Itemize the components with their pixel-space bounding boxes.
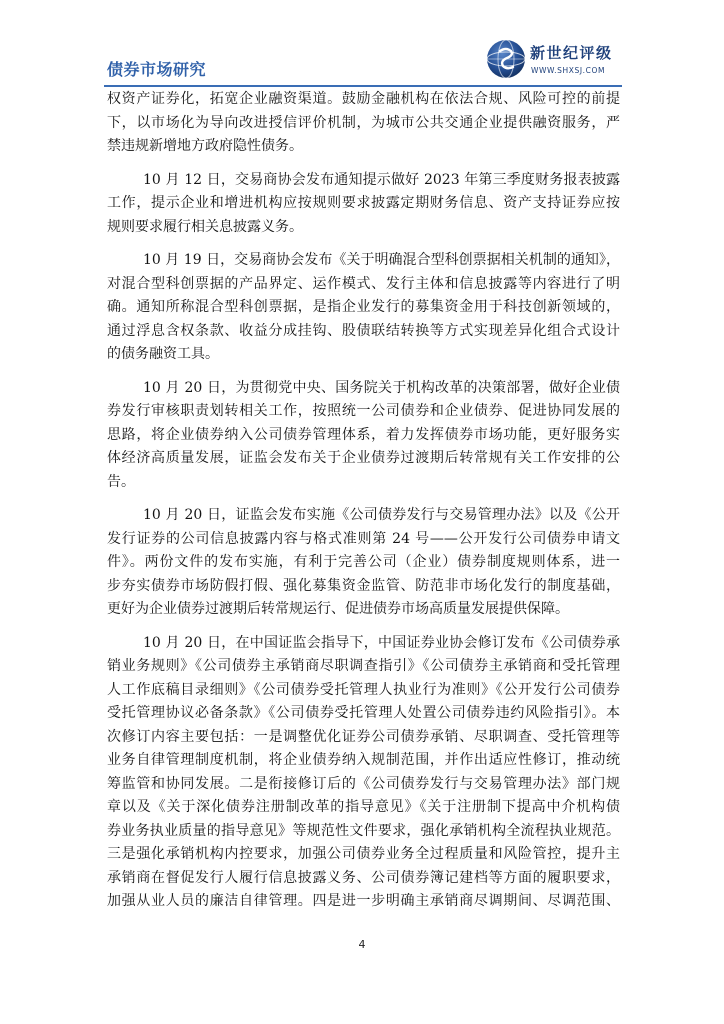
text-line: 件》。两份文件的发布实施，有利于完善公司（企业）债券制度规则体系，进一 [107, 554, 620, 570]
text-line: 筹监管和协同发展。二是衔接修订后的《公司债券发行与交易管理办法》部门规 [107, 775, 620, 792]
text-line: 加强从业人员的廉洁自律管理。四是进一步明确主承销商尽调期间、尽调范围、 [107, 893, 620, 909]
text-line: 10 月 12 日，交易商协会发布通知提示做好 2023 年第三季度财务报表披露 [143, 171, 620, 188]
text-line: 工作，提示企业和增进机构应按规则要求披露定期财务信息、资产支持证券应按 [107, 195, 620, 211]
document-body [107, 88, 620, 924]
text-line: 三是强化承销机构内控要求，加强公司债券业务全过程质量和风险管控，提升主 [107, 846, 620, 862]
paragraph [107, 169, 620, 240]
text-line: 业务自律管理制度机制，将企业债券纳入规制范围，并作出适应性修订，推动统 [107, 752, 620, 768]
text-line: 发行证券的公司信息披露内容与格式准则第 24 号——公开发行公司债券申请文 [107, 530, 620, 547]
text-line: 权资产证券化，拓宽企业融资渠道。鼓励金融机构在依法合规、风险可控的前提 [107, 91, 620, 107]
publication-title: 债券市场研究 [107, 60, 207, 79]
text-line: 规则要求履行相关息披露义务。 [107, 218, 303, 235]
paragraph [107, 504, 620, 622]
text-line: 通过浮息含权条款、收益分成挂钩、股债联结转换等方式实现差异化组合式设计 [107, 322, 620, 339]
text-line: 10 月 20 日，证监会发布实施《公司债券发行与交易管理办法》以及《公开 [143, 507, 620, 523]
paragraph [107, 377, 620, 495]
text-line: 下，以市场化为导向改进授信评价机制，为城市公共交通企业提供融资服务，严 [107, 114, 620, 131]
paragraph [107, 632, 620, 914]
text-line: 券发行审核职责划转相关工作，按照统一公司债券和企业债券、促进协同发展的 [107, 403, 620, 419]
text-line: 承销商在督促发行人履行信息披露义务、公司债券簿记建档等方面的履职要求， [107, 869, 620, 886]
text-line: 思路，将企业债券纳入公司债券管理体系，着力发挥债券市场功能，更好服务实 [107, 426, 620, 443]
header-divider [104, 85, 622, 87]
text-line: 告。 [107, 473, 135, 490]
text-line: 对混合型科创票据的产品界定、运作模式、发行主体和信息披露等内容进行了明 [107, 275, 620, 292]
text-line: 10 月 20 日，为贯彻党中央、国务院关于机构改革的决策部署，做好企业债 [143, 379, 620, 396]
text-line: 受托管理协议必备条款》《公司债券受托管理人处置公司债券违约风险指引》。本 [107, 705, 620, 721]
page-header [0, 0, 724, 92]
text-line: 章以及《关于深化债券注册制改革的指导意见》《关于注册制下提高中介机构债 [107, 799, 620, 815]
text-line: 确。通知所称混合型科创票据，是指企业发行的募集资金用于科技创新领域的， [107, 299, 620, 315]
page-number: 4 [358, 938, 366, 951]
paragraph [107, 88, 620, 159]
logo-website: WWW.SHXSJ.COM [531, 66, 606, 75]
paragraph [107, 249, 620, 367]
text-line: 销业务规则》《公司债券主承销商尽职调查指引》《公司债券主承销商和受托管理 [107, 658, 620, 674]
text-line: 的债务融资工具。 [107, 346, 219, 362]
text-line: 次修订内容主要包括：一是调整优化证券公司债券承销、尽职调查、受托管理等 [107, 728, 620, 745]
text-line: 人工作底稿目录细则》《公司债券受托管理人执业行为准则》《公开发行公司债券 [107, 681, 620, 698]
text-line: 步夯实债券市场防假打假、强化募集资金监管、防范非市场化发行的制度基础， [107, 577, 620, 594]
globe-logo-icon [486, 39, 526, 79]
text-line: 10 月 19 日，交易商协会发布《关于明确混合型科创票据相关机制的通知》， [143, 252, 620, 268]
logo-wordmark: 新世纪评级 [530, 44, 613, 62]
text-line: 券业务执业质量的指导意见》等规范性文件要求，强化承销机构全流程执业规范。 [107, 822, 620, 839]
text-line: 禁违规新增地方政府隐性债务。 [107, 138, 303, 154]
text-line: 更好为企业债券过渡期后转常规运行、促进债券市场高质量发展提供保障。 [107, 601, 569, 617]
text-line: 体经济高质量发展，证监会发布关于企业债券过渡期后转常规有关工作安排的公 [107, 450, 620, 466]
text-line: 10 月 20 日，在中国证监会指导下，中国证券业协会修订发布《公司债券承 [143, 634, 620, 651]
